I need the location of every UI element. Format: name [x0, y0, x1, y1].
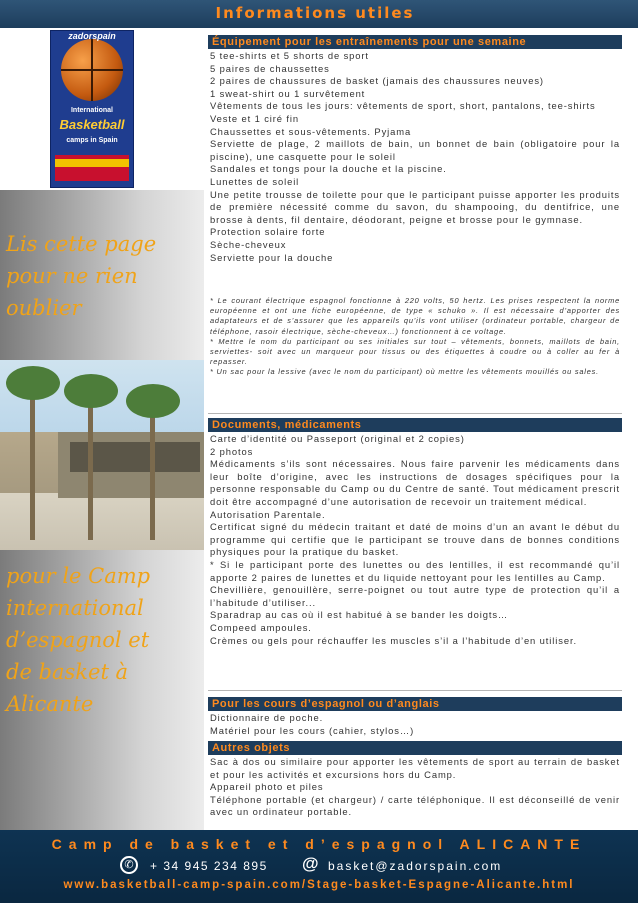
list-item: 5 tee-shirts et 5 shorts de sport	[210, 50, 369, 61]
list-item: * Si le participant porte des lunettes ou des lentilles, il est recommandé qu’il apporte 2 paires de lunettes et du liquide nettoyant pour les lentilles au Camp.	[210, 558, 620, 583]
list-item: Sandales et tongs pour la douche et la piscine.	[210, 163, 447, 175]
other-list	[210, 756, 620, 819]
list-item: Lunettes de soleil	[210, 175, 300, 187]
page-title: Informations utiles	[215, 4, 415, 22]
footer-url[interactable]: www.basketball-camp-spain.com/Stage-basket-Espagne-Alicante.html	[63, 879, 575, 891]
section-header-documents: Documents, médicaments	[208, 418, 622, 432]
list-item: Autorisation Parentale.	[210, 508, 326, 520]
section-header-equipment: Équipement pour les entraînements pour une semaine	[208, 35, 622, 49]
note-laundry-bag: * Un sac pour la lessive (avec le nom du participant) où mettre les vêtements mouillés ou sales.	[210, 367, 599, 377]
list-item: Téléphone portable (et chargeur) / carte téléphonique. Il est déconseillé de venir avec un ordinateur portable.	[210, 793, 620, 818]
list-item: Protection solaire forte	[210, 226, 326, 238]
divider	[208, 690, 622, 691]
documents-list	[210, 433, 620, 647]
list-item: Matériel pour les cours (cahier, stylos…)	[210, 724, 415, 736]
list-item: Compeed ampoules.	[210, 621, 312, 633]
footer-contact	[120, 856, 540, 876]
equipment-list	[210, 50, 620, 264]
list-item: 5 paires de chaussettes	[210, 62, 330, 74]
logo-line-2: Basketball	[59, 117, 125, 132]
section-header-courses: Pour les cours d’espagnol ou d’anglais	[208, 697, 622, 711]
courses-list	[210, 712, 620, 737]
list-item: Appareil photo et piles	[210, 781, 324, 793]
list-item: 2 paires de chaussures de basket (jamais des chaussures neuves)	[210, 75, 544, 87]
footer-email[interactable]: basket@zadorspain.com	[328, 859, 503, 873]
footer-tagline: Camp de basket et d’espagnol ALICANTE	[51, 836, 587, 852]
note-electricity: * Le courant électrique espagnol fonctionne à 220 volts, 50 hertz. Les prises respectent la norme européenne et ont une fiche européenne, de type « schuko ». Il est nécessaire d’apporter des adaptateurs et de s’assurer que les appareils qu’ils vont utiliser (ordinateur portable, chargeur de téléphone, rasoir électrique, sèche-cheveux…) fonctionnent à ce voltage.	[210, 296, 620, 336]
at-sign-icon: @	[302, 854, 319, 873]
phone-icon: ✆	[120, 856, 138, 874]
list-item: Sparadrap au cas où il est habitué à se bander les doigts…	[210, 609, 509, 621]
zadorspain-logo	[50, 30, 134, 188]
list-item: Sèche-cheveux	[210, 238, 287, 250]
divider	[208, 413, 622, 414]
logo-brand: zadorspain	[68, 31, 116, 41]
list-item: Veste et 1 ciré fin	[210, 112, 300, 124]
list-item: Chevillière, genouillère, serre-poignet ou tout autre type de protection qu’il a l’habitude d’utiliser...	[210, 584, 620, 608]
equipment-notes	[210, 296, 620, 378]
logo-flag-stripe	[55, 155, 129, 181]
list-item: 1 sweat-shirt ou 1 survêtement	[210, 87, 366, 99]
list-item: Crèmes ou gels pour réchauffer les muscles s’il a l’habitude d’en utiliser.	[210, 634, 577, 646]
logo-line-1: International	[70, 107, 113, 114]
section-header-other: Autres objets	[208, 741, 622, 755]
footer-phone[interactable]: + 34 945 234 895	[150, 859, 268, 873]
list-item: Vêtements de tous les jours: vêtements de sport, short, pantalons, tee-shirts	[210, 100, 596, 112]
list-item: Certificat signé du médecin traitant et daté de moins d’un an avant le début du programme qui certifie que le participant se trouve dans de bonnes conditions physiques pour la pratique du basket.	[210, 521, 620, 558]
camp-building-photo	[0, 360, 204, 550]
list-item: Sac à dos ou similaire pour apporter les vêtements de sport au terrain de basket et pour les activités et excursions hors du Camp.	[210, 756, 620, 780]
sidebar-tagline-2: pour le Camp international d’espagnol et de basket à Alicante	[6, 564, 151, 716]
logo-line-3: camps in Spain	[66, 137, 118, 144]
list-item: Dictionnaire de poche.	[210, 712, 324, 723]
list-item: Carte d’identité ou Passeport (original et 2 copies)	[210, 433, 465, 444]
list-item: Médicaments s’ils sont nécessaires. Nous faire parvenir les médicaments dans leur boîte d’origine, avec les instructions de dosages spécifiques pour la personne responsable du Camp ou du Centre de santé. Tout médicament prescrit doit être accompagné d’une autorisation de recevoir un traitement médical.	[210, 458, 620, 507]
list-item: Serviette pour la douche	[210, 251, 334, 263]
note-labels: * Mettre le nom du participant ou ses initiales sur tout – vêtements, bonnets, maillots de bain, serviettes- soit avec un marqueur pour tissus ou des étiquettes à coudre ou à coller au fer à repasser.	[210, 336, 620, 367]
list-item: 2 photos	[210, 445, 254, 457]
list-item: Une petite trousse de toilette pour que le participant puisse apporter les produits de première nécessité comme du savon, du shampooing, du dentifrice, une brosse à dents, fil dentaire, déodorant, peigne et brosse pour le gymnase.	[210, 188, 620, 225]
list-item: Serviette de plage, 2 maillots de bain, un bonnet de bain (obligatoire pour la piscine), une casquette pour le soleil	[210, 138, 620, 162]
list-item: Chaussettes et sous-vêtements. Pyjama	[210, 125, 412, 137]
sidebar-tagline-1: Lis cette page pour ne rien oublier	[6, 232, 157, 320]
